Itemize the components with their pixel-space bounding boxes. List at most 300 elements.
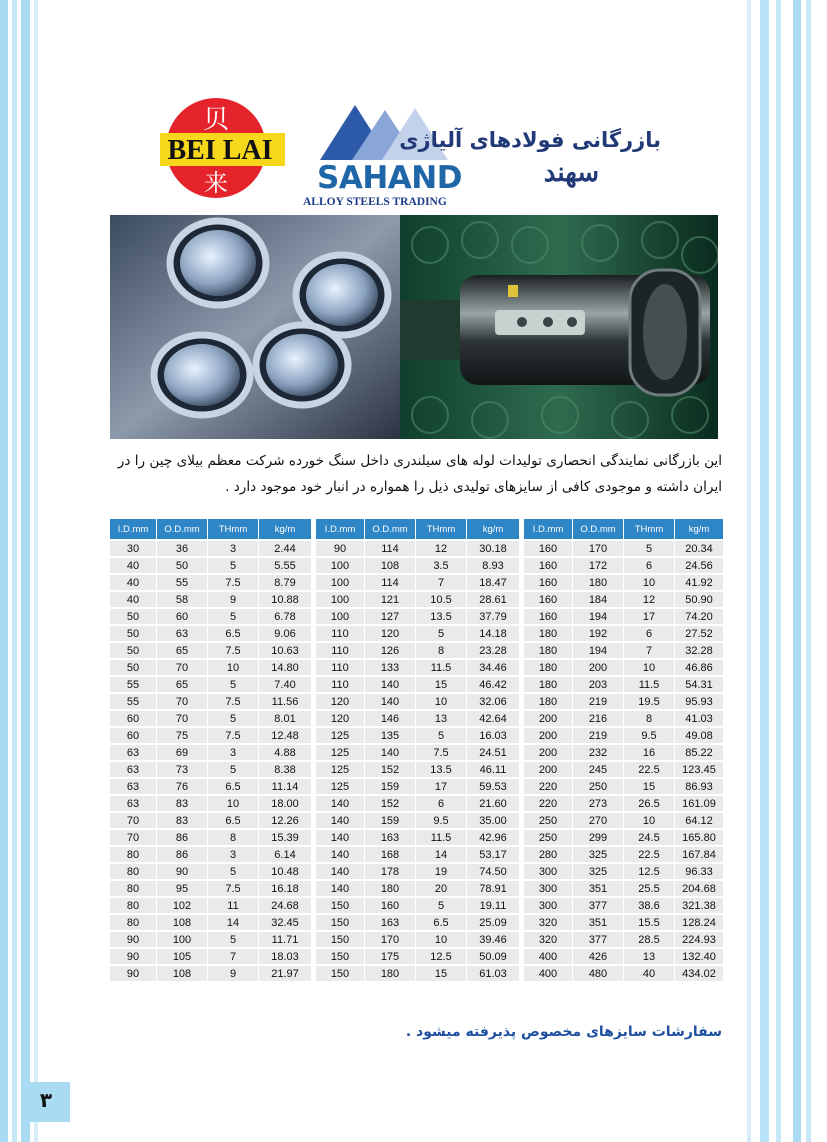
column-separator	[312, 711, 315, 726]
table-row	[110, 796, 723, 811]
table-cell: 11.71	[259, 932, 311, 947]
column-separator	[520, 847, 523, 862]
column-separator	[312, 796, 315, 811]
column-separator	[520, 966, 523, 981]
sahand-wordmark: SAHAND	[317, 160, 462, 196]
column-header: THmm	[416, 519, 466, 539]
decor-stripe	[34, 0, 38, 1142]
table-cell: 10.63	[259, 643, 311, 658]
table-cell: 133	[365, 660, 415, 675]
table-cell: 7.5	[208, 643, 258, 658]
table-row	[110, 847, 723, 862]
table-cell: 86	[157, 847, 207, 862]
table-cell: 18.00	[259, 796, 311, 811]
table-cell: 6.5	[416, 915, 466, 930]
table-cell: 37.79	[467, 609, 519, 624]
table-cell: 10.88	[259, 592, 311, 607]
table-cell: 20.34	[675, 541, 723, 556]
table-cell: 59.53	[467, 779, 519, 794]
table-cell: 11.14	[259, 779, 311, 794]
table-cell: 9	[208, 592, 258, 607]
table-cell: 3	[208, 541, 258, 556]
column-separator	[520, 762, 523, 777]
table-cell: 86.93	[675, 779, 723, 794]
table-cell: 220	[524, 779, 572, 794]
table-cell: 95.93	[675, 694, 723, 709]
decor-stripe	[0, 0, 8, 1142]
column-separator	[312, 558, 315, 573]
table-cell: 152	[365, 762, 415, 777]
column-separator	[312, 847, 315, 862]
table-cell: 10	[624, 660, 674, 675]
table-cell: 55	[110, 677, 156, 692]
table-cell: 325	[573, 864, 623, 879]
table-cell: 250	[573, 779, 623, 794]
column-header: kg/m	[467, 519, 519, 539]
decor-stripe	[760, 0, 769, 1142]
table-cell: 60	[157, 609, 207, 624]
intro-paragraph	[105, 448, 722, 500]
table-cell: 7	[624, 643, 674, 658]
table-cell: 132.40	[675, 949, 723, 964]
table-cell: 351	[573, 915, 623, 930]
table-cell: 250	[524, 830, 572, 845]
table-cell: 150	[316, 898, 364, 913]
table-cell: 5	[208, 711, 258, 726]
table-cell: 8.79	[259, 575, 311, 590]
table-cell: 90	[316, 541, 364, 556]
table-cell: 35.00	[467, 813, 519, 828]
table-cell: 24.5	[624, 830, 674, 845]
table-cell: 108	[365, 558, 415, 573]
table-cell: 53.17	[467, 847, 519, 862]
table-cell: 19.5	[624, 694, 674, 709]
table-cell: 32.28	[675, 643, 723, 658]
table-cell: 83	[157, 813, 207, 828]
table-cell: 5	[416, 728, 466, 743]
table-cell: 6	[624, 626, 674, 641]
table-cell: 15	[624, 779, 674, 794]
table-cell: 6	[416, 796, 466, 811]
table-row	[110, 677, 723, 692]
table-cell: 11.5	[416, 830, 466, 845]
table-cell: 9	[208, 966, 258, 981]
table-cell: 125	[316, 728, 364, 743]
column-separator	[520, 694, 523, 709]
table-cell: 10	[208, 660, 258, 675]
sahand-logo	[300, 100, 465, 210]
table-cell: 54.31	[675, 677, 723, 692]
column-separator	[520, 796, 523, 811]
table-cell: 270	[573, 813, 623, 828]
table-cell: 8.93	[467, 558, 519, 573]
table-cell: 21.97	[259, 966, 311, 981]
table-cell: 80	[110, 847, 156, 862]
table-cell: 65	[157, 643, 207, 658]
table-cell: 14.18	[467, 626, 519, 641]
table-cell: 250	[524, 813, 572, 828]
table-cell: 160	[524, 609, 572, 624]
table-row	[110, 966, 723, 981]
column-separator	[520, 541, 523, 556]
table-cell: 90	[110, 966, 156, 981]
table-cell: 7.5	[208, 728, 258, 743]
table-cell: 95	[157, 881, 207, 896]
table-cell: 42.64	[467, 711, 519, 726]
column-separator	[312, 881, 315, 896]
column-separator	[520, 779, 523, 794]
table-cell: 200	[573, 660, 623, 675]
column-separator	[312, 830, 315, 845]
table-row	[110, 643, 723, 658]
table-cell: 200	[524, 762, 572, 777]
table-cell: 128.24	[675, 915, 723, 930]
table-row	[110, 762, 723, 777]
table-cell: 400	[524, 949, 572, 964]
table-cell: 200	[524, 745, 572, 760]
table-cell: 14	[208, 915, 258, 930]
column-header: I.D.mm	[524, 519, 572, 539]
table-cell: 160	[524, 558, 572, 573]
table-cell: 114	[365, 541, 415, 556]
table-cell: 16.18	[259, 881, 311, 896]
table-cell: 32.45	[259, 915, 311, 930]
table-cell: 178	[365, 864, 415, 879]
table-cell: 22.5	[624, 762, 674, 777]
table-cell: 27.52	[675, 626, 723, 641]
table-cell: 20	[416, 881, 466, 896]
table-cell: 126	[365, 643, 415, 658]
table-cell: 80	[110, 864, 156, 879]
column-separator	[520, 609, 523, 624]
table-cell: 83	[157, 796, 207, 811]
table-cell: 180	[524, 626, 572, 641]
table-cell: 40	[110, 575, 156, 590]
decor-stripe	[806, 0, 811, 1142]
table-cell: 219	[573, 728, 623, 743]
table-cell: 224.93	[675, 932, 723, 947]
column-separator	[520, 898, 523, 913]
table-cell: 172	[573, 558, 623, 573]
column-separator	[312, 626, 315, 641]
table-row	[110, 915, 723, 930]
table-cell: 320	[524, 915, 572, 930]
table-cell: 10	[208, 796, 258, 811]
table-cell: 30.18	[467, 541, 519, 556]
table-cell: 40	[110, 592, 156, 607]
table-cell: 159	[365, 813, 415, 828]
table-row	[110, 626, 723, 641]
table-cell: 50	[110, 643, 156, 658]
table-cell: 9.5	[416, 813, 466, 828]
table-cell: 200	[524, 711, 572, 726]
decor-stripe	[793, 0, 801, 1142]
table-cell: 159	[365, 779, 415, 794]
table-cell: 55	[110, 694, 156, 709]
table-cell: 24.51	[467, 745, 519, 760]
table-cell: 46.86	[675, 660, 723, 675]
column-separator	[312, 966, 315, 981]
table-cell: 180	[524, 677, 572, 692]
table-cell: 140	[316, 864, 364, 879]
table-cell: 41.92	[675, 575, 723, 590]
table-cell: 34.46	[467, 660, 519, 675]
intro-line: این بازرگانی نمایندگی انحصاری تولیدات لوله های سیلندری داخل سنگ خورده شرکت معظم بیلای چین را در	[117, 453, 722, 469]
table-cell: 80	[110, 881, 156, 896]
table-cell: 8.01	[259, 711, 311, 726]
table-cell: 180	[573, 575, 623, 590]
column-separator	[520, 745, 523, 760]
column-separator	[312, 643, 315, 658]
table-cell: 58	[157, 592, 207, 607]
table-cell: 24.68	[259, 898, 311, 913]
table-cell: 123.45	[675, 762, 723, 777]
table-cell: 11.5	[624, 677, 674, 692]
table-cell: 36	[157, 541, 207, 556]
table-cell: 50	[110, 609, 156, 624]
table-cell: 5	[208, 609, 258, 624]
column-header: THmm	[624, 519, 674, 539]
table-cell: 18.03	[259, 949, 311, 964]
column-separator	[312, 745, 315, 760]
table-cell: 219	[573, 694, 623, 709]
table-cell: 140	[365, 694, 415, 709]
column-separator	[312, 519, 315, 539]
table-row	[110, 932, 723, 947]
custom-orders-note: سفارشات سایزهای مخصوص پذیرفته میشود .	[405, 1024, 722, 1040]
table-row	[110, 728, 723, 743]
table-cell: 280	[524, 847, 572, 862]
table-cell: 65	[157, 677, 207, 692]
table-cell: 5	[208, 932, 258, 947]
table-row	[110, 949, 723, 964]
table-cell: 18.47	[467, 575, 519, 590]
table-cell: 80	[110, 915, 156, 930]
table-cell: 8.38	[259, 762, 311, 777]
column-separator	[520, 915, 523, 930]
table-cell: 5	[208, 677, 258, 692]
table-cell: 64.12	[675, 813, 723, 828]
table-cell: 114	[365, 575, 415, 590]
table-row	[110, 864, 723, 879]
table-cell: 19	[416, 864, 466, 879]
table-cell: 13	[624, 949, 674, 964]
table-cell: 168	[365, 847, 415, 862]
column-separator	[520, 711, 523, 726]
table-cell: 70	[110, 830, 156, 845]
table-cell: 121	[365, 592, 415, 607]
table-cell: 200	[524, 728, 572, 743]
decor-stripe	[12, 0, 17, 1142]
table-cell: 19.11	[467, 898, 519, 913]
table-row	[110, 575, 723, 590]
table-cell: 150	[316, 915, 364, 930]
table-cell: 12.48	[259, 728, 311, 743]
column-separator	[520, 728, 523, 743]
table-cell: 110	[316, 660, 364, 675]
table-cell: 10.48	[259, 864, 311, 879]
table-cell: 50	[110, 660, 156, 675]
table-cell: 63	[110, 745, 156, 760]
table-cell: 12.5	[416, 949, 466, 964]
table-cell: 152	[365, 796, 415, 811]
table-row	[110, 813, 723, 828]
table-cell: 9.06	[259, 626, 311, 641]
table-cell: 127	[365, 609, 415, 624]
column-separator	[312, 898, 315, 913]
table-cell: 15.5	[624, 915, 674, 930]
table-cell: 8	[416, 643, 466, 658]
table-cell: 6.5	[208, 813, 258, 828]
table-row	[110, 881, 723, 896]
table-cell: 180	[365, 881, 415, 896]
table-cell: 78.91	[467, 881, 519, 896]
decor-stripe	[21, 0, 30, 1142]
table-cell: 23.28	[467, 643, 519, 658]
table-cell: 3	[208, 745, 258, 760]
table-cell: 4.88	[259, 745, 311, 760]
machine-photo	[400, 215, 718, 439]
table-cell: 15	[416, 966, 466, 981]
table-cell: 161.09	[675, 796, 723, 811]
table-cell: 220	[524, 796, 572, 811]
table-cell: 7.5	[208, 881, 258, 896]
column-separator	[520, 881, 523, 896]
column-separator	[520, 932, 523, 947]
table-cell: 5	[208, 864, 258, 879]
table-cell: 90	[157, 864, 207, 879]
table-cell: 110	[316, 643, 364, 658]
column-separator	[520, 558, 523, 573]
column-header: O.D.mm	[365, 519, 415, 539]
table-cell: 108	[157, 966, 207, 981]
column-separator	[312, 694, 315, 709]
table-cell: 7	[208, 949, 258, 964]
column-separator	[520, 519, 523, 539]
table-cell: 135	[365, 728, 415, 743]
table-cell: 25.09	[467, 915, 519, 930]
column-header: kg/m	[259, 519, 311, 539]
table-cell: 140	[316, 881, 364, 896]
page-number-badge	[22, 1082, 70, 1122]
page-number: ۳	[39, 1088, 53, 1112]
table-cell: 12.5	[624, 864, 674, 879]
column-separator	[520, 575, 523, 590]
table-cell: 120	[316, 711, 364, 726]
decor-stripe	[776, 0, 781, 1142]
table-cell: 140	[316, 796, 364, 811]
table-cell: 50	[110, 626, 156, 641]
table-cell: 7	[416, 575, 466, 590]
column-separator	[520, 677, 523, 692]
table-cell: 7.5	[208, 575, 258, 590]
table-cell: 8	[208, 830, 258, 845]
table-cell: 11	[208, 898, 258, 913]
table-cell: 32.06	[467, 694, 519, 709]
table-cell: 163	[365, 915, 415, 930]
table-cell: 351	[573, 881, 623, 896]
table-cell: 7.5	[416, 745, 466, 760]
table-cell: 273	[573, 796, 623, 811]
table-cell: 204.68	[675, 881, 723, 896]
table-cell: 6.5	[208, 779, 258, 794]
table-cell: 180	[524, 643, 572, 658]
column-separator	[312, 575, 315, 590]
table-cell: 22.5	[624, 847, 674, 862]
table-cell: 320	[524, 932, 572, 947]
table-cell: 15.39	[259, 830, 311, 845]
table-cell: 125	[316, 779, 364, 794]
table-cell: 150	[316, 932, 364, 947]
table-cell: 140	[316, 830, 364, 845]
table-cell: 12	[624, 592, 674, 607]
table-cell: 70	[157, 660, 207, 675]
table-cell: 60	[110, 711, 156, 726]
table-cell: 5	[416, 626, 466, 641]
table-cell: 86	[157, 830, 207, 845]
table-cell: 5	[208, 558, 258, 573]
table-cell: 17	[624, 609, 674, 624]
table-cell: 300	[524, 864, 572, 879]
table-cell: 100	[316, 575, 364, 590]
table-cell: 16.03	[467, 728, 519, 743]
decor-stripe	[747, 0, 751, 1142]
table-cell: 12.26	[259, 813, 311, 828]
table-cell: 180	[524, 694, 572, 709]
table-cell: 170	[365, 932, 415, 947]
column-separator	[520, 813, 523, 828]
table-cell: 180	[524, 660, 572, 675]
table-cell: 5	[416, 898, 466, 913]
column-separator	[520, 592, 523, 607]
table-row	[110, 830, 723, 845]
table-cell: 160	[524, 541, 572, 556]
table-cell: 85.22	[675, 745, 723, 760]
table-cell: 10	[416, 694, 466, 709]
table-cell: 299	[573, 830, 623, 845]
tubes-photo	[110, 215, 400, 439]
table-cell: 12	[416, 541, 466, 556]
column-separator	[312, 779, 315, 794]
column-separator	[312, 592, 315, 607]
table-cell: 38.6	[624, 898, 674, 913]
table-cell: 70	[157, 711, 207, 726]
table-cell: 15	[416, 677, 466, 692]
table-cell: 140	[316, 813, 364, 828]
table-cell: 17	[416, 779, 466, 794]
table-cell: 170	[573, 541, 623, 556]
table-cell: 7.40	[259, 677, 311, 692]
table-cell: 2.44	[259, 541, 311, 556]
company-name: سهند	[543, 158, 599, 188]
table-cell: 74.20	[675, 609, 723, 624]
table-cell: 102	[157, 898, 207, 913]
table-cell: 245	[573, 762, 623, 777]
table-cell: 16	[624, 745, 674, 760]
column-separator	[520, 626, 523, 641]
table-cell: 73	[157, 762, 207, 777]
table-cell: 100	[157, 932, 207, 947]
table-cell: 61.03	[467, 966, 519, 981]
table-cell: 377	[573, 898, 623, 913]
table-cell: 146	[365, 711, 415, 726]
table-cell: 100	[316, 609, 364, 624]
column-separator	[520, 949, 523, 964]
table-cell: 24.56	[675, 558, 723, 573]
column-separator	[312, 728, 315, 743]
beilai-top-char: 贝	[202, 105, 230, 135]
table-cell: 216	[573, 711, 623, 726]
